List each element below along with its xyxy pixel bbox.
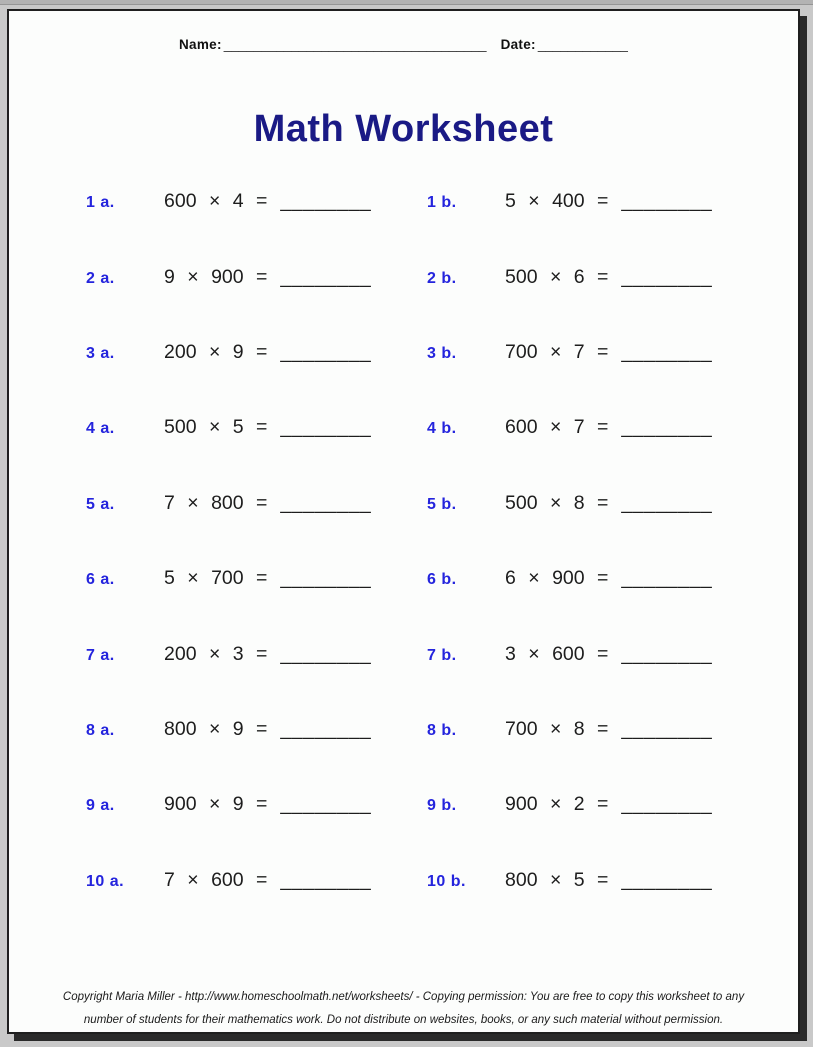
problem-6a	[86, 567, 427, 590]
problem-label: 2 a.	[86, 269, 115, 287]
answer-blank: ________	[280, 642, 372, 665]
problem-row-6	[9, 541, 798, 616]
problem-label: 5 a.	[86, 495, 115, 513]
problem-expression: 7 × 600 =	[164, 868, 268, 891]
problem-expression: 500 × 8 =	[505, 491, 609, 514]
problem-expression: 9 × 900 =	[164, 265, 268, 288]
copyright-footer	[9, 986, 798, 1032]
problem-label: 4 a.	[86, 420, 115, 438]
problem-expression: 700 × 7 =	[505, 340, 609, 363]
name-label: Name:	[179, 37, 222, 52]
problem-expression: 200 × 3 =	[164, 642, 268, 665]
problem-8a	[86, 718, 427, 741]
answer-blank: ________	[280, 265, 372, 288]
answer-blank: ________	[621, 340, 713, 363]
problem-row-5	[9, 466, 798, 541]
date-blank-line: ____________	[537, 37, 628, 52]
problem-label: 3 b.	[427, 344, 457, 362]
problem-label: 6 a.	[86, 571, 115, 589]
problem-row-2	[9, 239, 798, 314]
answer-blank: ________	[621, 491, 713, 514]
worksheet-page	[7, 9, 800, 1034]
problem-expression: 600 × 4 =	[164, 190, 268, 213]
answer-blank: ________	[621, 567, 713, 590]
problem-label: 1 b.	[427, 194, 457, 212]
problem-row-10	[9, 843, 798, 918]
problem-label: 7 a.	[86, 646, 115, 664]
problem-row-3	[9, 315, 798, 390]
problem-row-7	[9, 616, 798, 691]
answer-blank: ________	[621, 642, 713, 665]
problem-4a	[86, 416, 427, 439]
window-top-edge	[0, 0, 813, 5]
problem-2b	[427, 266, 768, 289]
problem-label: 7 b.	[427, 646, 457, 664]
name-blank-line: ___________________________________	[223, 37, 487, 52]
name-date-header	[179, 37, 628, 52]
copyright-line-1: Copyright Maria Miller - http://www.homeschoolmath.net/worksheets/ - Copying permission: You are free to copy this worksheet to any	[62, 991, 745, 1003]
problem-5a	[86, 492, 427, 515]
problem-expression: 800 × 9 =	[164, 717, 268, 740]
answer-blank: ________	[280, 567, 372, 590]
problem-expression: 900 × 2 =	[505, 793, 609, 816]
problem-7a	[86, 643, 427, 666]
copyright-line-2: number of students for their mathematics work. Do not distribute on websites, books, or any such material without permission.	[83, 1014, 724, 1026]
page-title: Math Worksheet	[253, 108, 554, 150]
problem-10a	[86, 869, 427, 892]
problem-10b	[427, 869, 768, 892]
problem-expression: 600 × 7 =	[505, 416, 609, 439]
problem-expression: 800 × 5 =	[505, 868, 609, 891]
answer-blank: ________	[621, 190, 713, 213]
problem-6b	[427, 567, 768, 590]
problem-expression: 7 × 800 =	[164, 491, 268, 514]
answer-blank: ________	[280, 190, 372, 213]
answer-blank: ________	[280, 868, 372, 891]
answer-blank: ________	[280, 340, 372, 363]
problem-expression: 500 × 6 =	[505, 265, 609, 288]
problem-expression: 900 × 9 =	[164, 793, 268, 816]
problem-8b	[427, 718, 768, 741]
answer-blank: ________	[621, 793, 713, 816]
answer-blank: ________	[621, 717, 713, 740]
problem-label: 10 b.	[427, 872, 466, 890]
problem-expression: 5 × 400 =	[505, 190, 609, 213]
problems-grid	[9, 164, 798, 918]
problem-row-9	[9, 767, 798, 842]
answer-blank: ________	[280, 416, 372, 439]
problem-expression: 3 × 600 =	[505, 642, 609, 665]
answer-blank: ________	[621, 416, 713, 439]
problem-expression: 5 × 700 =	[164, 567, 268, 590]
problem-3a	[86, 341, 427, 364]
problem-1b	[427, 190, 768, 213]
problem-label: 4 b.	[427, 420, 457, 438]
problem-label: 3 a.	[86, 344, 115, 362]
problem-label: 10 a.	[86, 872, 125, 890]
problem-expression: 6 × 900 =	[505, 567, 609, 590]
problem-label: 8 a.	[86, 721, 115, 739]
answer-blank: ________	[621, 868, 713, 891]
problem-label: 2 b.	[427, 269, 457, 287]
answer-blank: ________	[280, 793, 372, 816]
problem-expression: 700 × 8 =	[505, 717, 609, 740]
problem-expression: 500 × 5 =	[164, 416, 268, 439]
problem-4b	[427, 416, 768, 439]
date-label: Date:	[500, 37, 536, 52]
problem-row-1	[9, 164, 798, 239]
problem-label: 9 a.	[86, 797, 115, 815]
problem-expression: 200 × 9 =	[164, 340, 268, 363]
problem-label: 6 b.	[427, 571, 457, 589]
problem-label: 1 a.	[86, 194, 115, 212]
problem-row-8	[9, 692, 798, 767]
answer-blank: ________	[621, 265, 713, 288]
problem-7b	[427, 643, 768, 666]
problem-label: 5 b.	[427, 495, 457, 513]
problem-label: 9 b.	[427, 797, 457, 815]
answer-blank: ________	[280, 491, 372, 514]
answer-blank: ________	[280, 717, 372, 740]
problem-9b	[427, 793, 768, 816]
problem-5b	[427, 492, 768, 515]
problem-label: 8 b.	[427, 721, 457, 739]
problem-1a	[86, 190, 427, 213]
problem-2a	[86, 266, 427, 289]
problem-3b	[427, 341, 768, 364]
problem-row-4	[9, 390, 798, 465]
problem-9a	[86, 793, 427, 816]
